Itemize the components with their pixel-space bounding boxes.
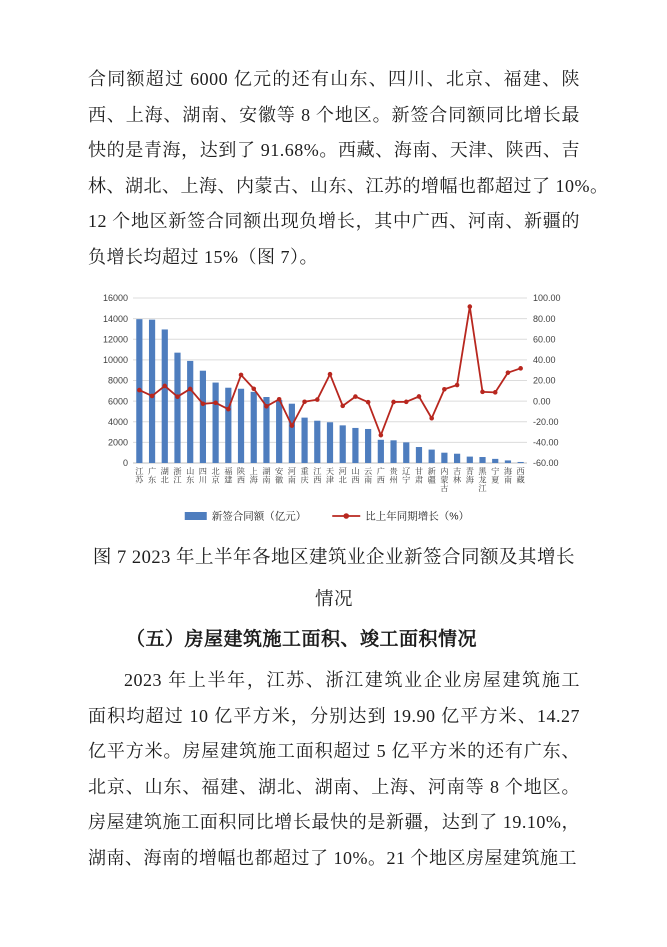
line-point: [137, 388, 142, 393]
bar: [340, 425, 346, 463]
paragraph-1: [88, 62, 609, 275]
bar: [225, 388, 231, 463]
legend-bar-label: 新签合同额（亿元）: [211, 510, 307, 523]
svg-text:江苏: 江苏: [135, 467, 144, 485]
svg-text:40.00: 40.00: [533, 355, 556, 366]
body-text-line: 合同额超过 6000 亿元的还有山东、四川、北京、福建、陕: [88, 69, 580, 89]
line-point: [188, 387, 193, 392]
bar-line-chart: [90, 288, 565, 528]
bar: [200, 371, 206, 463]
bar: [390, 440, 396, 463]
svg-text:4000: 4000: [107, 416, 128, 427]
svg-text:甘肃: 甘肃: [414, 467, 424, 485]
figure-7-chart: [90, 288, 580, 533]
bar: [251, 392, 257, 463]
svg-text:黑龙江: 黑龙江: [478, 467, 487, 494]
svg-text:新疆: 新疆: [427, 467, 436, 485]
svg-text:湖南: 湖南: [262, 467, 271, 485]
figure-caption-line: 情况: [314, 590, 353, 610]
svg-text:6000: 6000: [107, 396, 128, 407]
svg-text:2000: 2000: [107, 437, 128, 448]
bar: [213, 383, 219, 463]
svg-text:0: 0: [122, 458, 128, 469]
line-point: [442, 387, 447, 392]
legend-bar-swatch: [185, 512, 207, 520]
figure-caption-line: 图 7 2023 年上半年各地区建筑业企业新签合同额及其增长: [92, 548, 576, 568]
chart-legend: [185, 510, 469, 523]
svg-text:西藏: 西藏: [516, 467, 525, 485]
bar: [238, 389, 244, 463]
line-point: [353, 394, 358, 399]
line-point: [404, 400, 409, 405]
chart-left-axis: [103, 293, 128, 468]
bar: [365, 429, 371, 463]
svg-text:内蒙古: 内蒙古: [440, 467, 449, 494]
bar: [492, 459, 498, 463]
line-point: [201, 402, 206, 407]
chart-bars: [136, 319, 523, 463]
bar: [441, 453, 447, 463]
svg-text:江西: 江西: [313, 467, 322, 485]
body-text-line: 快的是青海，达到了 91.68%。西藏、海南、天津、陕西、吉: [88, 140, 580, 160]
line-point: [226, 407, 231, 412]
svg-text:福建: 福建: [224, 467, 233, 485]
bar: [327, 422, 333, 463]
bar: [352, 428, 358, 463]
svg-text:80.00: 80.00: [533, 313, 556, 324]
svg-text:14000: 14000: [102, 313, 128, 324]
line-point: [455, 383, 460, 388]
chart-right-axis: [533, 293, 561, 468]
line-point: [328, 372, 333, 377]
line-point: [506, 370, 511, 375]
svg-text:四川: 四川: [198, 467, 208, 485]
svg-text:广西: 广西: [376, 467, 385, 485]
svg-text:60.00: 60.00: [533, 334, 556, 345]
svg-text:广东: 广东: [147, 467, 157, 485]
svg-text:贵州: 贵州: [389, 467, 398, 485]
svg-text:20.00: 20.00: [533, 375, 556, 386]
line-point: [417, 394, 422, 399]
body-text-line: 西、上海、湖南、安徽等 8 个地区。新签合同额同比增长最: [88, 104, 580, 125]
bar: [518, 462, 524, 463]
svg-text:吉林: 吉林: [452, 467, 462, 485]
svg-text:浙江: 浙江: [173, 467, 182, 485]
svg-text:山西: 山西: [351, 467, 360, 485]
chart-x-labels: [135, 466, 524, 493]
body-text-line: 负增长均超过 15%（图 7）。: [88, 246, 318, 267]
svg-text:100.00: 100.00: [533, 293, 561, 304]
svg-text:宁夏: 宁夏: [491, 467, 500, 485]
svg-text:0.00: 0.00: [533, 396, 551, 407]
line-point: [429, 416, 434, 421]
svg-text:-60.00: -60.00: [533, 458, 559, 469]
bar: [149, 320, 155, 463]
body-text-line: 湖南、海南的增幅也都超过了 10%。21 个地区房屋建筑施工: [88, 847, 577, 868]
body-text-line: 2023 年上半年，江苏、浙江建筑业企业房屋建筑施工: [124, 670, 580, 690]
line-point: [290, 423, 295, 428]
line-point: [239, 373, 244, 378]
line-point: [264, 404, 269, 409]
line-point: [366, 400, 371, 405]
bar: [479, 457, 485, 463]
svg-text:海南: 海南: [503, 467, 513, 485]
bar: [162, 329, 168, 463]
bar: [301, 418, 307, 463]
svg-text:重庆: 重庆: [300, 467, 309, 485]
bar: [314, 421, 320, 463]
svg-text:陕西: 陕西: [236, 467, 246, 485]
svg-text:8000: 8000: [107, 375, 128, 386]
line-point: [251, 386, 256, 391]
body-text-line: 面积均超过 10 亿平方米，分别达到 19.90 亿平方米、14.27: [88, 705, 580, 726]
bar: [378, 440, 384, 463]
line-point: [480, 390, 485, 395]
chart-growth-line: [137, 304, 523, 437]
bar: [289, 404, 295, 463]
line-point: [379, 433, 384, 438]
svg-text:10000: 10000: [102, 355, 128, 366]
bar: [403, 442, 409, 463]
svg-text:云南: 云南: [364, 467, 373, 485]
svg-text:上海: 上海: [249, 467, 258, 485]
figure-caption: [88, 537, 580, 621]
bar: [454, 454, 460, 463]
bar: [429, 450, 435, 463]
bar: [467, 457, 473, 463]
bar: [187, 361, 193, 463]
line-point: [213, 400, 218, 405]
svg-text:辽宁: 辽宁: [402, 467, 411, 485]
line-point: [302, 399, 307, 404]
line-point: [175, 394, 180, 399]
svg-text:青海: 青海: [465, 467, 474, 485]
svg-text:-20.00: -20.00: [533, 416, 559, 427]
svg-text:山东: 山东: [186, 467, 195, 485]
svg-text:天津: 天津: [325, 467, 335, 485]
line-point: [468, 304, 473, 309]
legend-line-label: 比上年同期增长（%）: [365, 510, 470, 523]
body-text-line: 12 个地区新签合同额出现负增长，其中广西、河南、新疆的: [88, 211, 580, 231]
bar: [416, 447, 422, 463]
line-point: [518, 366, 523, 371]
body-text-line: 亿平方米。房屋建筑施工面积超过 5 亿平方米的还有广东、: [88, 741, 580, 761]
body-text-line: 林、湖北、上海、内蒙古、山东、江苏的增幅也都超过了 10%。: [88, 175, 609, 196]
svg-text:河北: 河北: [338, 467, 347, 485]
line-point: [315, 397, 320, 402]
svg-text:16000: 16000: [102, 293, 128, 304]
line-point: [162, 384, 167, 389]
svg-text:12000: 12000: [102, 334, 128, 345]
line-point: [277, 397, 282, 402]
paragraph-2: [88, 663, 580, 876]
line-point: [391, 400, 396, 405]
svg-text:安徽: 安徽: [275, 467, 284, 485]
line-point: [493, 390, 498, 395]
svg-text:北京: 北京: [211, 467, 220, 485]
bar: [276, 400, 282, 463]
bar: [174, 353, 180, 463]
svg-text:湖北: 湖北: [160, 467, 169, 485]
line-point: [150, 394, 155, 399]
svg-text:河南: 河南: [287, 467, 296, 485]
body-text-line: 北京、山东、福建、湖北、湖南、上海、河南等 8 个地区。: [88, 776, 580, 797]
svg-text:-40.00: -40.00: [533, 437, 559, 448]
bar: [505, 460, 511, 463]
body-text-line: 房屋建筑施工面积同比增长最快的是新疆，达到了 19.10%，: [88, 812, 580, 832]
section-heading: （五）房屋建筑施工面积、竣工面积情况: [126, 629, 478, 650]
line-point: [340, 404, 345, 409]
